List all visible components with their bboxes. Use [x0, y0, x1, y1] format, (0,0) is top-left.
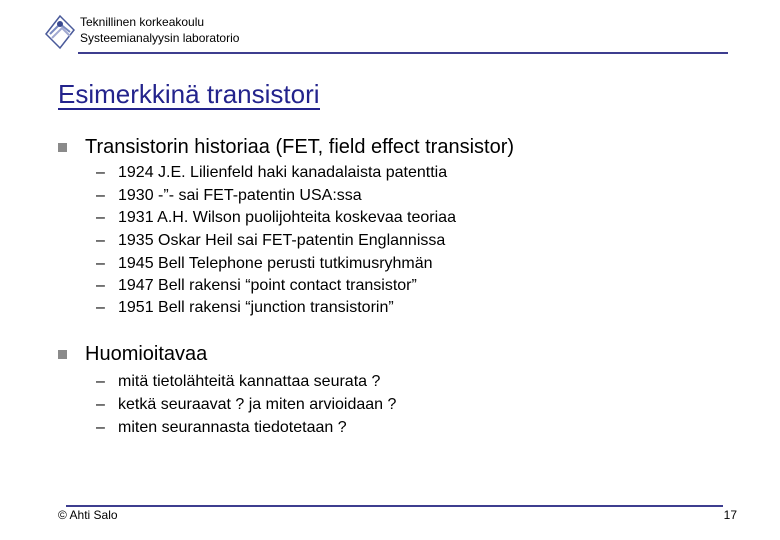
bullet-square-icon	[58, 143, 67, 152]
list-item: 1951 Bell rakensi “junction transistorin”	[118, 299, 394, 316]
dash-bullet: –	[96, 232, 105, 249]
laboratory-name: Systeemianalyysin laboratorio	[80, 31, 240, 45]
list-item: 1931 A.H. Wilson puolijohteita koskevaa teoriaa	[118, 209, 456, 226]
dash-bullet: –	[96, 299, 105, 316]
university-logo-icon	[44, 14, 76, 50]
section-heading: Transistorin historiaa (FET, field effect transistor)	[85, 136, 515, 158]
list-item: 1935 Oskar Heil sai FET-patentin Englannissa	[118, 232, 446, 249]
page-number: 17	[723, 508, 737, 522]
list-item: ketkä seuraavat ? ja miten arvioidaan ?	[118, 396, 397, 413]
list-item: 1930 -”- sai FET-patentin USA:ssa	[118, 187, 362, 204]
slide-title: Esimerkkinä transistori	[58, 79, 320, 109]
dash-bullet: –	[96, 419, 105, 436]
dash-bullet: –	[96, 255, 105, 272]
dash-bullet: –	[96, 277, 105, 294]
list-item: 1945 Bell Telephone perusti tutkimusryhmän	[118, 255, 433, 272]
dash-bullet: –	[96, 396, 105, 413]
dash-bullet: –	[96, 164, 105, 181]
list-item: miten seurannasta tiedotetaan ?	[118, 419, 347, 436]
list-item: 1924 J.E. Lilienfeld haki kanadalaista patenttia	[118, 164, 448, 181]
dash-bullet: –	[96, 373, 105, 390]
bullet-square-icon	[58, 350, 67, 359]
header-divider	[78, 52, 728, 54]
list-item: 1947 Bell rakensi “point contact transistor”	[118, 277, 417, 294]
dash-bullet: –	[96, 209, 105, 226]
institution-name: Teknillinen korkeakoulu	[80, 15, 205, 29]
dash-bullet: –	[96, 187, 105, 204]
footer-divider	[66, 505, 723, 507]
section-heading: Huomioitavaa	[85, 343, 208, 365]
footer-author: © Ahti Salo	[58, 508, 118, 522]
list-item: mitä tietolähteitä kannattaa seurata ?	[118, 373, 381, 390]
